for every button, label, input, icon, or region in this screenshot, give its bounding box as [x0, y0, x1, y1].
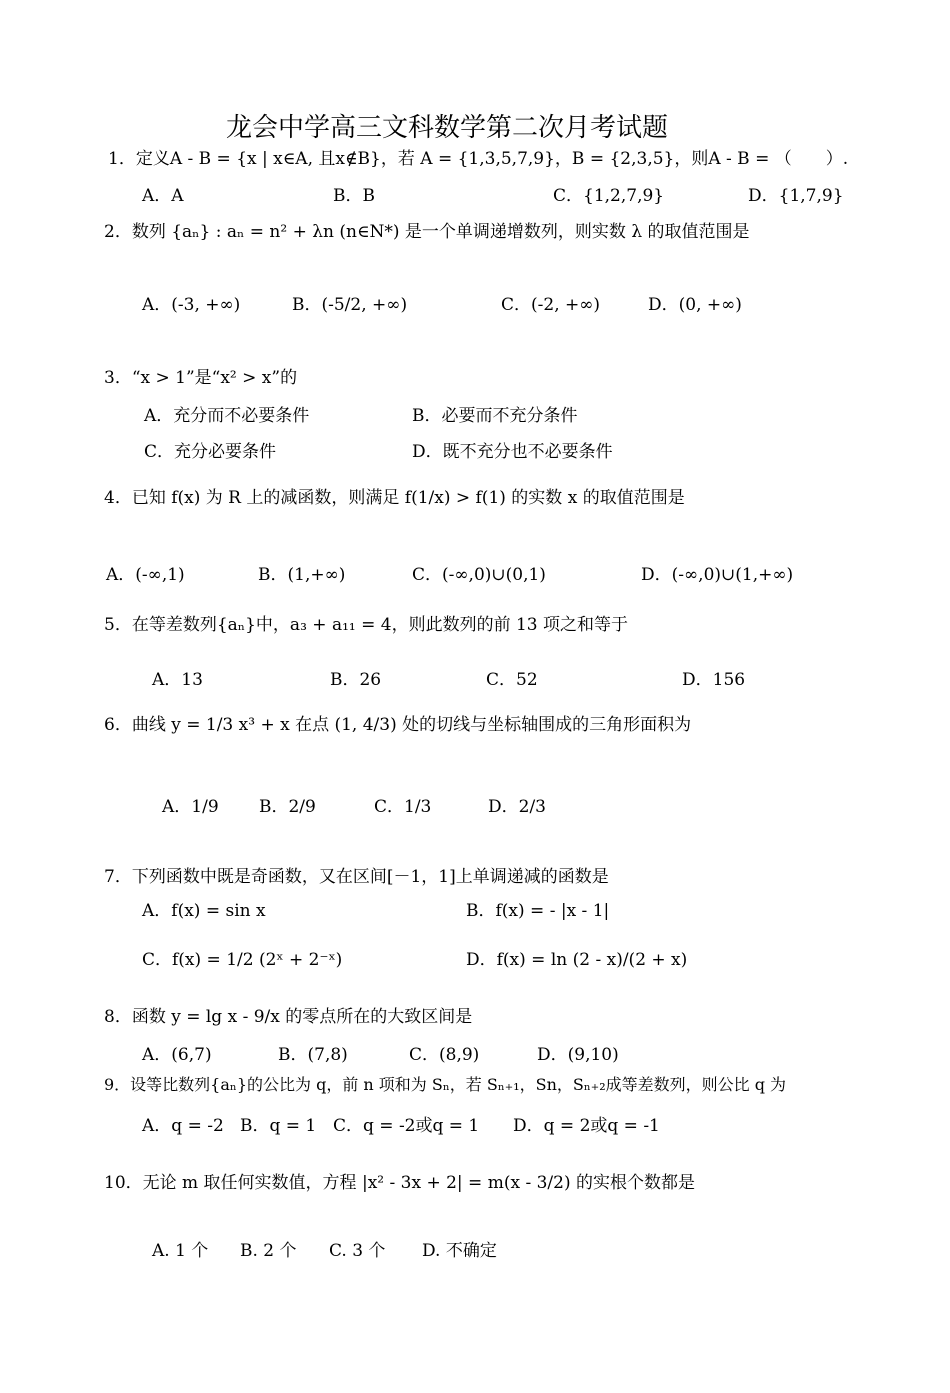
question-5-stem: 5．在等差数列{aₙ}中，a₃ + a₁₁ = 4，则此数列的前 13 项之和等于 [104, 615, 629, 635]
question-2-option-c: C．(-2, +∞) [501, 295, 601, 315]
question-5-option-c: C．52 [486, 670, 538, 690]
question-2-option-d: D．(0, +∞) [648, 295, 742, 315]
question-7-stem: 7．下列函数中既是奇函数，又在区间[－1，1]上单调递减的函数是 [104, 867, 609, 887]
question-2-stem: 2．数列 {aₙ} : aₙ = n² + λn (n∈N*) 是一个单调递增数列，则实数 λ 的取值范围是 [104, 222, 750, 242]
question-6-option-c: C．1/3 [374, 797, 432, 817]
question-4-option-b: B．(1,+∞) [258, 565, 346, 585]
question-10-option-b: B. 2 个 [240, 1241, 297, 1261]
question-1-option-a: A．A [142, 186, 184, 206]
question-3-option-d: D．既不充分也不必要条件 [412, 442, 613, 462]
question-10-stem: 10．无论 m 取任何实数值，方程 |x² - 3x + 2| = m(x - 3/2) 的实根个数都是 [104, 1173, 695, 1193]
question-1-option-d: D．{1,7,9} [748, 186, 844, 206]
question-8-option-c: C．(8,9) [409, 1045, 480, 1065]
question-10-option-a: A. 1 个 [152, 1241, 209, 1261]
question-9-option-b: B．q = 1 [240, 1116, 317, 1136]
page-title: 龙会中学高三文科数学第二次月考试题 [226, 113, 669, 143]
question-8-option-b: B．(7,8) [278, 1045, 348, 1065]
question-1-option-b: B．B [333, 186, 375, 206]
question-3-option-c: C．充分必要条件 [144, 442, 277, 462]
question-10-option-c: C. 3 个 [329, 1241, 386, 1261]
question-3-option-a: A．充分而不必要条件 [144, 406, 310, 426]
question-7-option-c: C．f(x) = 1/2 (2ˣ + 2⁻ˣ) [142, 950, 343, 970]
question-1-stem: 1．定义A - B = {x | x∈A, 且x∉B}，若 A = {1,3,5,7,9}，B = {2,3,5}，则A - B = （ ）. [108, 149, 849, 169]
question-7-option-a: A．f(x) = sin x [142, 901, 266, 921]
question-1-option-c: C．{1,2,7,9} [553, 186, 665, 206]
question-5-option-a: A．13 [152, 670, 203, 690]
question-9-option-c: C．q = -2或q = 1 [333, 1116, 480, 1136]
question-8-option-a: A．(6,7) [142, 1045, 212, 1065]
question-5-option-d: D．156 [682, 670, 746, 690]
question-6-option-a: A．1/9 [162, 797, 219, 817]
question-9-stem: 9．设等比数列{aₙ}的公比为 q，前 n 项和为 Sₙ，若 Sₙ₊₁，Sn，Sₙ₊₂成等差数列，则公比 q 为 [104, 1075, 787, 1094]
question-7-option-d: D．f(x) = ln (2 - x)/(2 + x) [466, 950, 688, 970]
question-9-option-a: A．q = -2 [142, 1116, 224, 1136]
question-7-option-b: B．f(x) = - |x - 1| [466, 901, 610, 921]
question-2-option-a: A．(-3, +∞) [142, 295, 241, 315]
question-4-stem: 4．已知 f(x) 为 R 上的减函数，则满足 f(1/x) > f(1) 的实数 x 的取值范围是 [104, 488, 685, 508]
question-3-stem: 3．“x > 1”是“x² > x”的 [104, 368, 298, 388]
question-4-option-c: C．(-∞,0)∪(0,1) [412, 565, 546, 585]
question-6-stem: 6．曲线 y = 1/3 x³ + x 在点 (1, 4/3) 处的切线与坐标轴围成的三角形面积为 [104, 715, 692, 735]
question-6-option-b: B．2/9 [259, 797, 316, 817]
question-9-option-d: D．q = 2或q = -1 [513, 1116, 660, 1136]
question-8-option-d: D．(9,10) [537, 1045, 619, 1065]
question-5-option-b: B．26 [330, 670, 382, 690]
question-10-option-d: D. 不确定 [422, 1241, 497, 1261]
question-8-stem: 8．函数 y = lg x - 9/x 的零点所在的大致区间是 [104, 1007, 473, 1027]
question-3-option-b: B．必要而不充分条件 [412, 406, 578, 426]
question-4-option-d: D．(-∞,0)∪(1,+∞) [641, 565, 794, 585]
question-2-option-b: B．(-5/2, +∞) [292, 295, 408, 315]
question-6-option-d: D．2/3 [488, 797, 546, 817]
question-4-option-a: A．(-∞,1) [106, 565, 185, 585]
